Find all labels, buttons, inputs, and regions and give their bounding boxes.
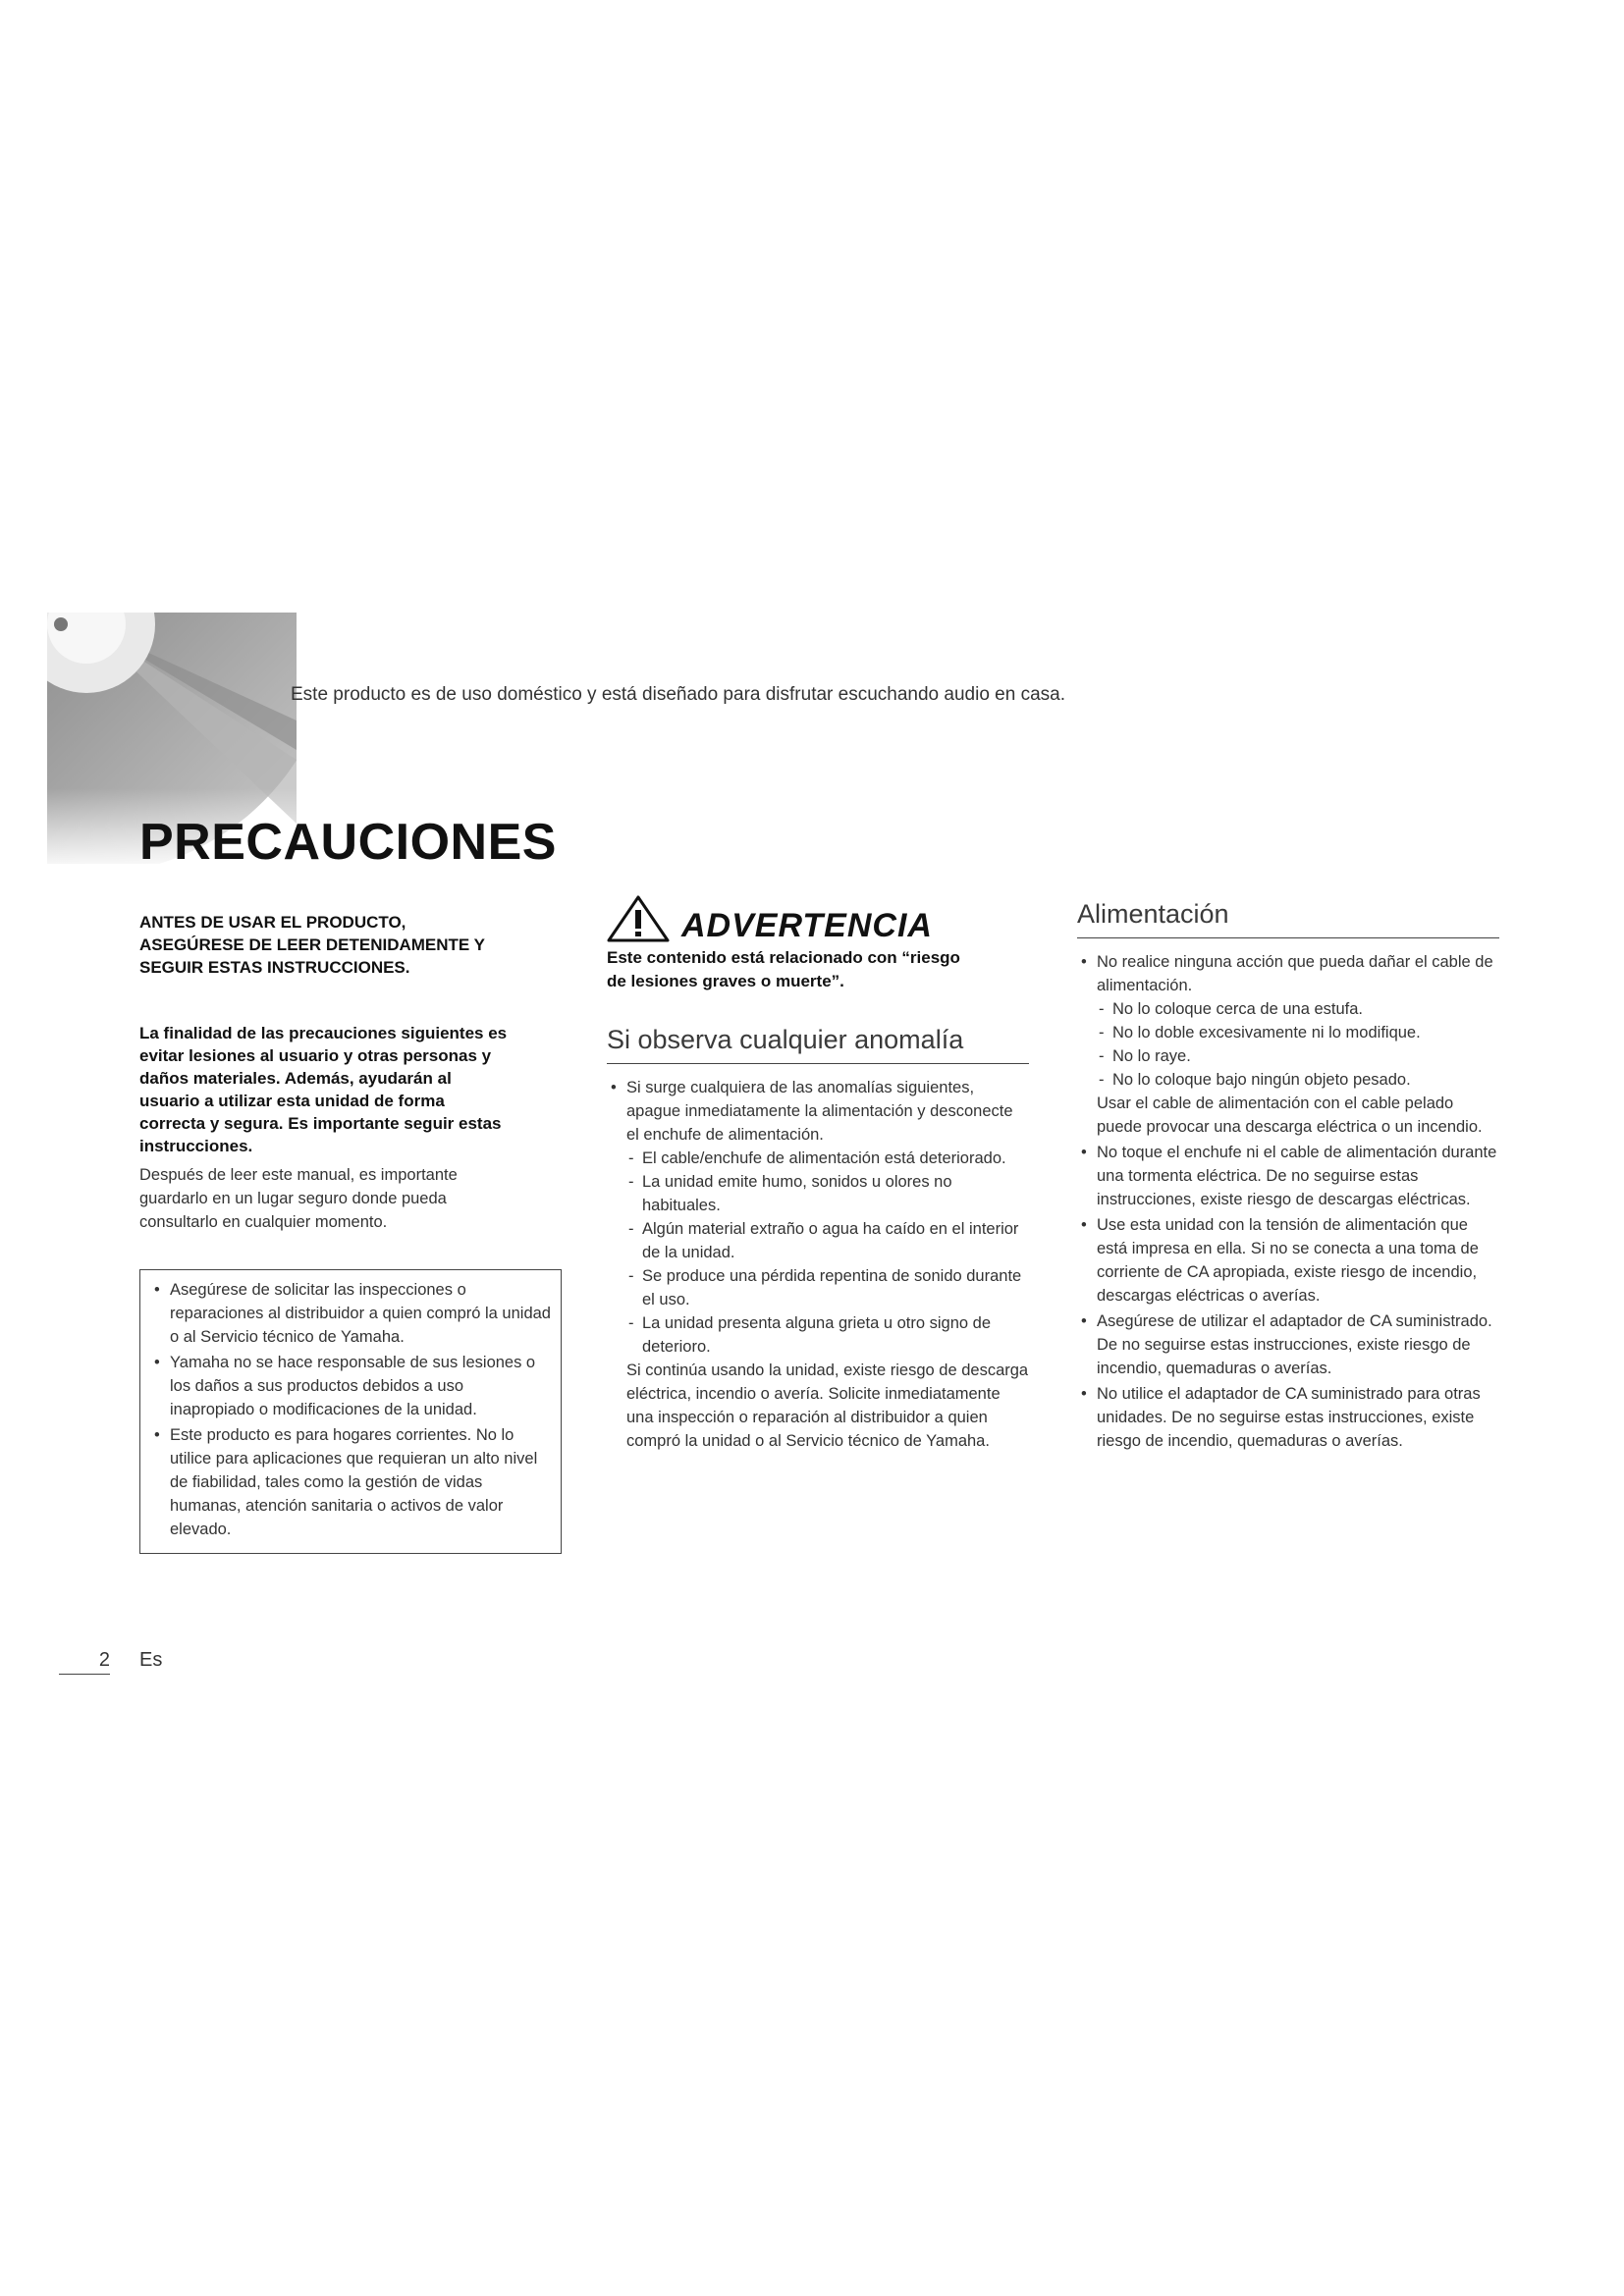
anomaly-item: - Algún material extraño o agua ha caído en el interior de la unidad. bbox=[626, 1217, 1029, 1264]
intro-text: Este producto es de uso doméstico y está diseñado para disfrutar escuchando audio en casa. bbox=[291, 684, 1065, 705]
anomaly-item: - Se produce una pérdida repentina de sonido durante el uso. bbox=[626, 1264, 1029, 1311]
heading-line: ANTES DE USAR EL PRODUCTO, bbox=[139, 913, 406, 932]
page-title: PRECAUCIONES bbox=[139, 814, 557, 871]
cable-rule: - No lo raye. bbox=[1097, 1044, 1499, 1068]
notice-box bbox=[139, 1269, 562, 1554]
page-number: 2 bbox=[59, 1649, 110, 1675]
power-item: • No toque el enchufe ni el cable de alimentación durante una tormenta eléctrica. De no seguirse estas instrucciones, existe riesgo de descargas eléctricas. bbox=[1077, 1141, 1499, 1211]
column-intro bbox=[139, 911, 562, 1554]
body-line: consultarlo en cualquier momento. bbox=[139, 1213, 388, 1231]
warning-header bbox=[607, 897, 1029, 942]
section-heading-alimentacion: Alimentación bbox=[1077, 899, 1499, 938]
warning-sub-line: Este contenido está relacionado con “riesgo bbox=[607, 948, 960, 967]
section-heading-anomalia: Si observa cualquier anomalía bbox=[607, 1025, 1029, 1064]
power-item bbox=[1077, 950, 1499, 1139]
warning-triangle-icon bbox=[607, 895, 670, 942]
anomaly-item: - El cable/enchufe de alimentación está deteriorado. bbox=[626, 1147, 1029, 1170]
notice-item: • Asegúrese de solicitar las inspecciones o reparaciones al distribuidor a quien compró la unidad o al Servicio técnico de Yamaha. bbox=[150, 1278, 551, 1349]
cable-rule: - No lo coloque cerca de una estufa. bbox=[1097, 997, 1499, 1021]
heading-line: SEGUIR ESTAS INSTRUCCIONES. bbox=[139, 958, 410, 977]
cable-rule: - No lo coloque bajo ningún objeto pesado. bbox=[1097, 1068, 1499, 1092]
body-line: guardarlo en un lugar seguro donde pueda bbox=[139, 1190, 447, 1207]
anomaly-instruction bbox=[607, 1076, 1029, 1453]
power-item: • Asegúrese de utilizar el adaptador de CA suministrado. De no seguirse estas instrucciones, existe riesgo de incendio, quemaduras o averías. bbox=[1077, 1309, 1499, 1380]
column-power bbox=[1077, 897, 1499, 1455]
warning-subtitle bbox=[607, 946, 1029, 993]
notice-item: • Yamaha no se hace responsable de sus lesiones o los daños a sus productos debidos a uso inapropiado o modificaciones de la unidad. bbox=[150, 1351, 551, 1421]
purpose-paragraph bbox=[139, 1022, 562, 1157]
lead-line: correcta y segura. Es importante seguir estas bbox=[139, 1114, 502, 1133]
lead-line: usuario a utilizar esta unidad de forma bbox=[139, 1092, 445, 1110]
power-item: • No utilice el adaptador de CA suministrado para otras unidades. De no seguirse estas instrucciones, existe riesgo de incendio, quemaduras o averías. bbox=[1077, 1382, 1499, 1453]
lead-line: instrucciones. bbox=[139, 1137, 253, 1155]
read-instructions-heading bbox=[139, 911, 562, 979]
keep-manual-paragraph bbox=[139, 1163, 562, 1234]
language-code: Es bbox=[139, 1649, 163, 1671]
notice-item: • Este producto es para hogares corrientes. No lo utilice para aplicaciones que requieran un alto nivel de fiabilidad, tales como la gestión de vidas humanas, atención sanitaria o activos de valor elevado. bbox=[150, 1423, 551, 1541]
column-warning bbox=[607, 897, 1029, 1455]
power-item-text: No realice ninguna acción que pueda dañar el cable de alimentación. bbox=[1097, 953, 1493, 994]
lead-line: La finalidad de las precauciones siguientes es bbox=[139, 1024, 508, 1042]
anomaly-item: - La unidad presenta alguna grieta u otro signo de deterioro. bbox=[626, 1311, 1029, 1359]
warning-sub-line: de lesiones graves o muerte”. bbox=[607, 972, 844, 990]
power-item: • Use esta unidad con la tensión de alimentación que está impresa en ella. Si no se conecta a una toma de corriente de CA apropiada, existe riesgo de incendio, descargas eléctricas o averías. bbox=[1077, 1213, 1499, 1308]
body-line: Después de leer este manual, es importante bbox=[139, 1166, 458, 1184]
heading-line: ASEGÚRESE DE LEER DETENIDAMENTE Y bbox=[139, 935, 486, 954]
anomaly-consequence: Si continúa usando la unidad, existe riesgo de descarga eléctrica, incendio o avería. Solicite inmediatamente una inspección o reparación al distribuidor a quien compró la unidad o al Servicio técnico de Yamaha. bbox=[626, 1362, 1029, 1450]
cable-consequence: Usar el cable de alimentación con el cable pelado puede provocar una descarga eléctrica o un incendio. bbox=[1097, 1095, 1483, 1136]
cable-rule: - No lo doble excesivamente ni lo modifique. bbox=[1097, 1021, 1499, 1044]
lead-line: evitar lesiones al usuario y otras personas y bbox=[139, 1046, 492, 1065]
warning-title: ADVERTENCIA bbox=[681, 907, 933, 944]
lead-line: daños materiales. Además, ayudarán al bbox=[139, 1069, 452, 1088]
anomaly-item: - La unidad emite humo, sonidos u olores no habituales. bbox=[626, 1170, 1029, 1217]
anomaly-instruction-text: Si surge cualquiera de las anomalías siguientes, apague inmediatamente la alimentación y desconecte el enchufe de alimentación. bbox=[626, 1079, 1013, 1144]
